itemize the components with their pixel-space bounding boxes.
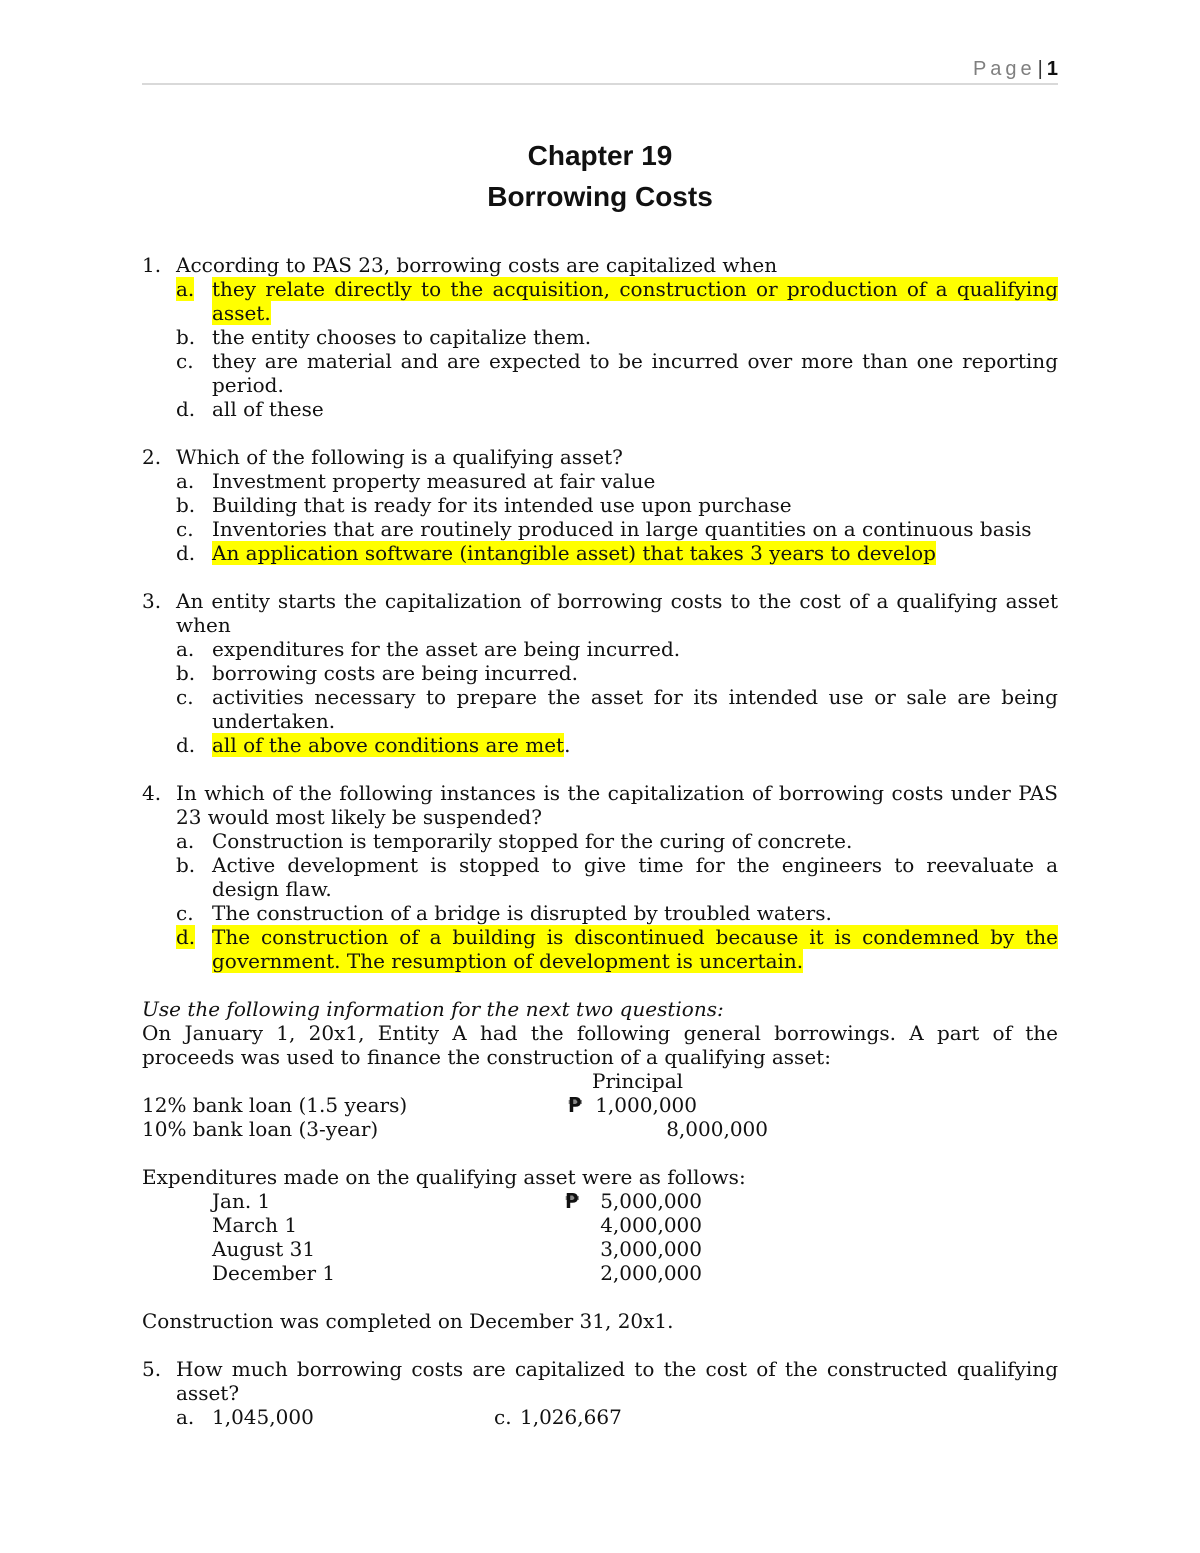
choice-letter: a. [176, 1405, 195, 1429]
expenditure-date: August 31 [212, 1237, 316, 1261]
question-text: In which of the following instances is the capitalization of borrowing costs under PAS 23 would most likely be suspended? [176, 781, 1058, 829]
option-letter: c. [176, 901, 194, 925]
option-letter: d. [176, 541, 196, 565]
option-text: expenditures for the asset are being incurred. [212, 637, 681, 661]
question-5 [142, 1357, 1058, 1405]
expenditure-row [142, 1189, 1058, 1213]
option-letter: c. [176, 517, 194, 541]
option-c [176, 349, 1058, 397]
option-text: all of the above conditions are met [212, 733, 565, 757]
question-number: 4. [142, 781, 162, 805]
completion-note: Construction was completed on December 31, 20x1. [142, 1309, 674, 1333]
expenditure-amount: 3,000,000 [600, 1237, 702, 1261]
option-text: The construction of a bridge is disrupted by troubled waters. [212, 901, 832, 925]
option-b [176, 853, 1058, 901]
question-2 [142, 445, 1058, 565]
loan-label: 12% bank loan (1.5 years) [142, 1093, 408, 1117]
question-number: 3. [142, 589, 162, 613]
question-number: 2. [142, 445, 162, 469]
option-text: Construction is temporarily stopped for the curing of concrete. [212, 829, 853, 853]
option-text: the entity chooses to capitalize them. [212, 325, 592, 349]
question-text: An entity starts the capitalization of borrowing costs to the cost of a qualifying asset when [176, 589, 1058, 637]
expenditure-date: December 1 [212, 1261, 336, 1285]
expenditure-amount: 4,000,000 [600, 1213, 702, 1237]
loan-amount: 1,000,000 [595, 1093, 697, 1117]
document-body [142, 253, 1058, 1429]
expenditure-row [142, 1261, 1058, 1285]
option-text: they are material and are expected to be incurred over more than one reporting period. [212, 349, 1058, 397]
expenditure-date: Jan. 1 [212, 1189, 271, 1213]
option-d [176, 925, 1058, 973]
question-text: How much borrowing costs are capitalized to the cost of the constructed qualifying asset? [176, 1357, 1058, 1405]
option-text: Inventories that are routinely produced in large quantities on a continuous basis [212, 517, 1032, 541]
option-letter: c. [176, 685, 194, 709]
option-letter: d. [176, 925, 196, 949]
option-text: Building that is ready for its intended use upon purchase [212, 493, 792, 517]
option-letter: a. [176, 469, 195, 493]
question-3 [142, 589, 1058, 757]
loan-row [142, 1093, 1058, 1117]
option-letter: d. [176, 733, 196, 757]
option-letter: b. [176, 661, 196, 685]
info-heading: Use the following information for the next two questions: [142, 997, 724, 1021]
option-text: borrowing costs are being incurred. [212, 661, 578, 685]
option-b [176, 661, 1058, 685]
page-separator: | [1037, 58, 1043, 80]
option-text: The construction of a building is discontinued because it is condemned by the government. The resumption of development is uncertain. [212, 925, 1058, 973]
option-letter: a. [176, 277, 195, 301]
question-number: 5. [142, 1357, 162, 1381]
option-text: they relate directly to the acquisition, construction or production of a qualifying asset. [212, 277, 1058, 325]
peso-sign: ₱ [568, 1093, 582, 1117]
expenditure-date: March 1 [212, 1213, 298, 1237]
option-text: Active development is stopped to give time for the engineers to reevaluate a design flaw. [212, 853, 1058, 901]
option-a [176, 637, 1058, 661]
option-text: activities necessary to prepare the asset for its intended use or sale are being undertaken. [212, 685, 1058, 733]
question-number: 1. [142, 253, 162, 277]
option-d [176, 541, 1058, 565]
question-text: Which of the following is a qualifying asset? [176, 445, 623, 469]
expenditure-row [142, 1213, 1058, 1237]
option-d [176, 397, 1058, 421]
choice-text: 1,026,667 [520, 1405, 622, 1429]
option-text: all of these [212, 397, 324, 421]
question-1 [142, 253, 1058, 421]
page-number-label [973, 57, 1058, 81]
option-letter: d. [176, 397, 196, 421]
expenditure-row [142, 1237, 1058, 1261]
expenditures-intro: Expenditures made on the qualifying asset were as follows: [142, 1165, 746, 1189]
loan-label: 10% bank loan (3-year) [142, 1117, 379, 1141]
choice-letter: c. [494, 1405, 512, 1429]
option-letter: b. [176, 325, 196, 349]
option-c [176, 685, 1058, 733]
expenditure-amount: 5,000,000 [600, 1189, 702, 1213]
option-b [176, 493, 1058, 517]
page-word: Page [972, 58, 1036, 80]
option-a [176, 469, 1058, 493]
chapter-title: Chapter 19 [527, 140, 673, 171]
page-header [142, 57, 1058, 85]
option-a [176, 829, 1058, 853]
chapter-subject: Borrowing Costs [487, 181, 713, 212]
option-c [176, 517, 1058, 541]
expenditure-amount: 2,000,000 [600, 1261, 702, 1285]
option-a [176, 277, 1058, 325]
answer-choices-row [142, 1405, 1058, 1429]
option-letter: b. [176, 493, 196, 517]
option-letter: a. [176, 829, 195, 853]
info-paragraph: On January 1, 20x1, Entity A had the following general borrowings. A part of the proceeds was used to finance the construction of a qualifying asset: [142, 1021, 1058, 1069]
option-c [176, 901, 1058, 925]
loan-row [142, 1117, 1058, 1141]
option-letter: c. [176, 349, 194, 373]
option-letter: a. [176, 637, 195, 661]
loan-amount: 8,000,000 [666, 1117, 768, 1141]
principal-header: Principal [592, 1069, 684, 1093]
question-4 [142, 781, 1058, 973]
option-text: Investment property measured at fair value [212, 469, 656, 493]
page-number: 1 [1046, 58, 1058, 80]
choice-text: 1,045,000 [212, 1405, 314, 1429]
option-text: An application software (intangible asset) that takes 3 years to develop [212, 541, 936, 565]
option-letter: b. [176, 853, 196, 877]
option-b [176, 325, 1058, 349]
option-d: d. all of the above conditions are met. [176, 733, 571, 757]
peso-sign: ₱ [565, 1189, 579, 1213]
principal-header-row [142, 1069, 1058, 1093]
question-text: According to PAS 23, borrowing costs are capitalized when [176, 253, 778, 277]
